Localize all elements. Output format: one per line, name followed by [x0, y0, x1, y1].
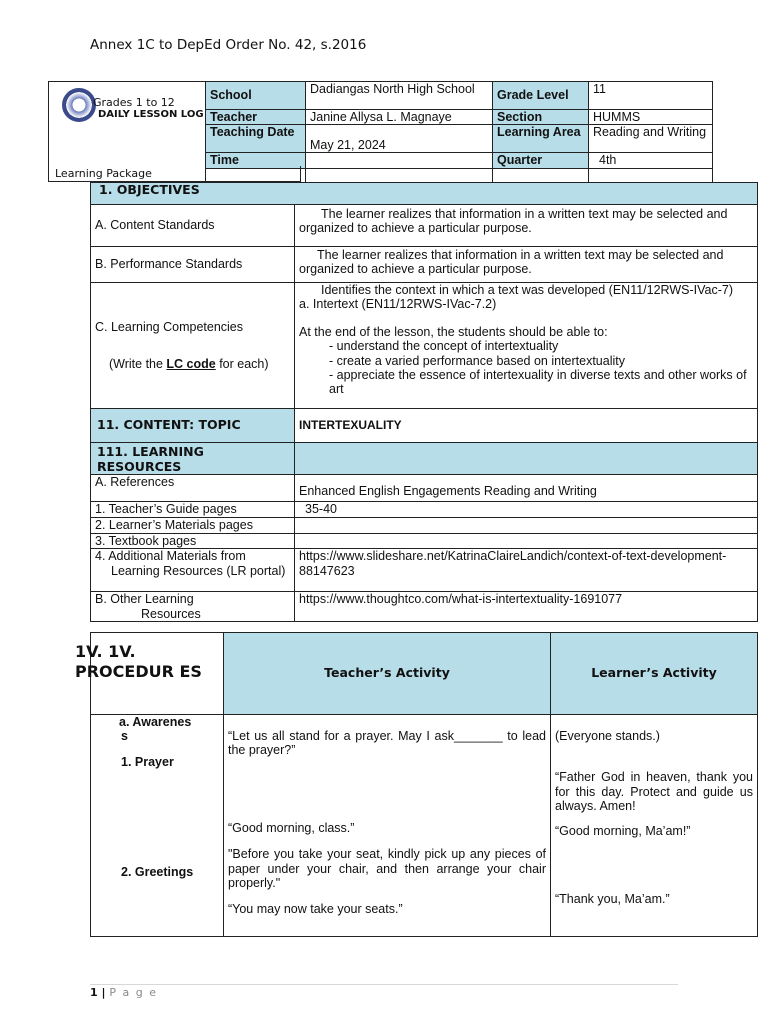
- page-footer: 1 | P a g e: [90, 986, 158, 999]
- references-label: A. References: [91, 475, 295, 502]
- goal-item: - appreciate the essence of intertexuality in diverse texts and other works of art: [329, 367, 747, 397]
- teacher-label: Teacher: [206, 110, 306, 125]
- competency-1: Identifies the context in which a text was developed (EN11/12RWS-IVac-7): [321, 283, 734, 297]
- goal-item: - create a varied performance based on intertextuality: [329, 353, 625, 368]
- additional-materials-label: 4. Additional Materials from Learning Resources (LR portal): [91, 549, 295, 592]
- learning-competencies-cell: [91, 283, 295, 409]
- school-value: Dadiangas North High School: [306, 82, 493, 110]
- quarter-label: Quarter: [493, 153, 589, 168]
- time-value: [306, 153, 493, 168]
- teacher-greeting-line: “Good morning, class.”: [228, 820, 355, 835]
- objectives-table: [90, 182, 758, 622]
- content-standards-label: A. Content Standards: [91, 205, 295, 247]
- deped-seal-icon: [62, 88, 96, 122]
- content-topic-label: 11. CONTENT: TOPIC: [91, 409, 295, 443]
- other-resources-label: B. Other Learning Resources: [91, 592, 295, 622]
- daily-lesson-log-title: DAILY LESSON LOG: [98, 109, 204, 120]
- content-topic-value: INTERTEXUALITY: [295, 409, 758, 443]
- teaching-date-value: May 21, 2024: [306, 125, 493, 153]
- teacher-value: Janine Allysa L. Magnaye: [306, 110, 493, 125]
- learners-materials-value: [295, 518, 758, 534]
- learner-activity-header: Learner’s Activity: [551, 633, 758, 715]
- teacher-activity: [224, 715, 551, 937]
- learning-resources-value: [295, 443, 758, 475]
- grades-label: Grades 1 to 12: [93, 96, 175, 109]
- grade-level-value: 11: [589, 82, 713, 110]
- learners-materials-label: 2. Learner’s Materials pages: [91, 518, 295, 534]
- learner-stand-line: (Everyone stands.): [555, 729, 660, 743]
- procedures-title: 1V. 1V. PROCEDUR ES: [75, 642, 202, 681]
- time-label: Time: [206, 153, 306, 168]
- performance-standards-label: B. Performance Standards: [91, 247, 295, 283]
- learner-prayer-line: “Father God in heaven, thank you for this day. Protect and guide us always. Amen!: [555, 770, 753, 814]
- footer-divider: [90, 984, 678, 985]
- section-label: Section: [493, 110, 589, 125]
- teacher-sit-line: “You may now take your seats.”: [228, 902, 403, 917]
- page-number: 1: [90, 986, 98, 999]
- performance-standards-value: The learner realizes that information in a written text may be selected and organized to achieve a particular purpose.: [295, 247, 758, 283]
- end-of-lesson-text: At the end of the lesson, the students should be able to:: [299, 324, 608, 339]
- learning-competencies-value: [295, 283, 758, 409]
- teachers-guide-value: 35-40: [295, 502, 758, 518]
- textbook-pages-value: [295, 534, 758, 549]
- learner-greeting-line: “Good morning, Ma’am!”: [555, 823, 691, 838]
- learning-area-label: Learning Area: [493, 125, 589, 153]
- school-label: School: [206, 82, 306, 110]
- learning-package-label: Learning Package: [48, 166, 301, 182]
- awareness-step: a. Awarenes s: [119, 715, 192, 744]
- section-value: HUMMS: [589, 110, 713, 125]
- goal-item: - understand the concept of intertextuality: [329, 339, 559, 354]
- additional-materials-link[interactable]: https://www.slideshare.net/KatrinaClaireLandich/context-of-text-development-88147623: [295, 549, 758, 592]
- teaching-date-label: Teaching Date: [206, 125, 306, 153]
- references-value: Enhanced English Engagements Reading and Writing: [295, 475, 758, 502]
- learner-activity: [551, 715, 758, 937]
- procedure-steps: [91, 715, 224, 937]
- teacher-prayer-line: “Let us all stand for a prayer. May I ask_______ to lead the prayer?”: [228, 729, 546, 758]
- teacher-activity-header: Teacher’s Activity: [224, 633, 551, 715]
- learning-area-value: Reading and Writing: [589, 125, 713, 153]
- other-resources-link[interactable]: https://www.thoughtco.com/what-is-intertextuality-1691077: [295, 592, 758, 622]
- objectives-title: 1. OBJECTIVES: [91, 183, 758, 205]
- quarter-value: 4th: [589, 153, 713, 168]
- page-word: P a g e: [109, 986, 158, 999]
- content-standards-value: The learner realizes that information in a written text may be selected and organized to achieve a particular purpose.: [295, 205, 758, 247]
- learner-thanks-line: “Thank you, Ma’am.”: [555, 891, 670, 906]
- teacher-seat-instruction: "Before you take your seat, kindly pick up any pieces of paper under your chair, and then arrange your chair properly.": [228, 847, 546, 890]
- annex-reference: Annex 1C to DepEd Order No. 42, s.2016: [90, 37, 367, 53]
- competency-2: a. Intertext (EN11/12RWS-IVac-7.2): [299, 297, 497, 312]
- lc-code-note: (Write the LC code for each): [109, 356, 269, 371]
- learning-competencies-label: C. Learning Competencies: [95, 320, 243, 335]
- textbook-pages-label: 3. Textbook pages: [91, 534, 295, 549]
- greetings-step: 2. Greetings: [121, 865, 194, 880]
- teachers-guide-label: 1. Teacher’s Guide pages: [91, 502, 295, 518]
- prayer-step: 1. Prayer: [121, 754, 174, 769]
- grade-level-label: Grade Level: [493, 82, 589, 110]
- learning-resources-label: 111. LEARNING RESOURCES: [91, 443, 295, 475]
